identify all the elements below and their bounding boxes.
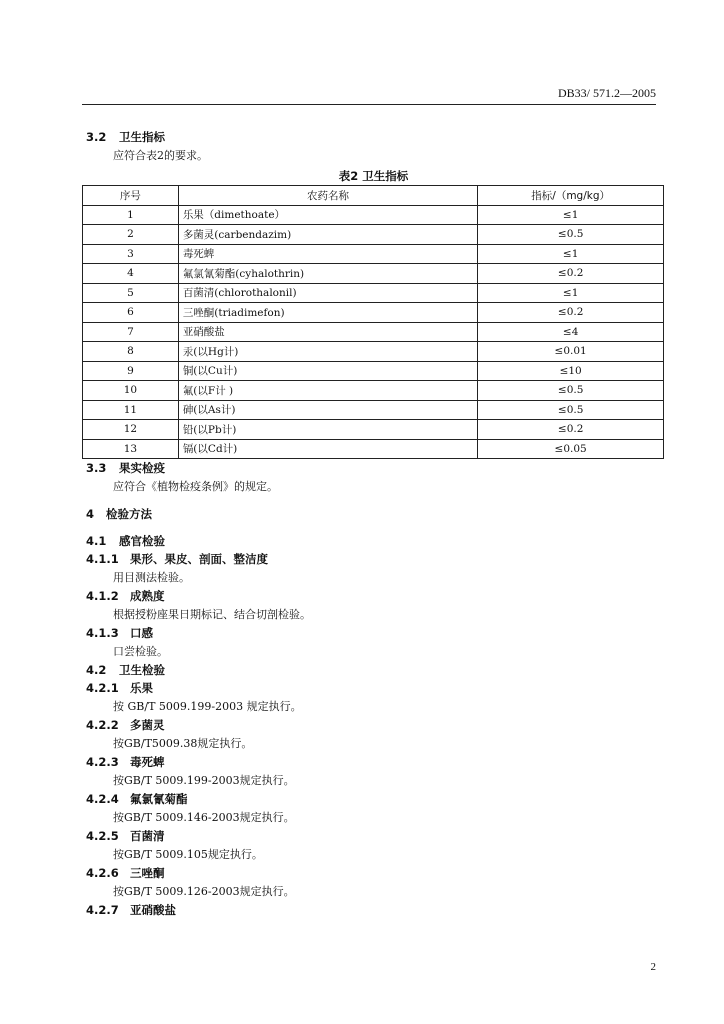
section-number: 3.2 — [86, 130, 107, 144]
section-4-2-4-text: 按GB/T 5009.146-2003规定执行。 — [113, 811, 295, 824]
section-title: 亚硝酸盐 — [130, 903, 176, 917]
row-name: 铜(以Cu计) — [178, 361, 477, 381]
section-number: 3.3 — [86, 461, 107, 475]
section-number: 4.1.3 — [86, 626, 119, 640]
table-row — [83, 225, 664, 245]
row-no: 8 — [83, 342, 179, 362]
table-row — [83, 244, 664, 264]
section-title: 果形、果皮、剖面、整洁度 — [130, 552, 268, 566]
row-name: 铅(以Pb计) — [178, 420, 477, 440]
row-name: 氟(以F计 ) — [178, 381, 477, 401]
section-4-1-3-heading — [86, 624, 661, 642]
table-row — [83, 400, 664, 420]
section-title: 乐果 — [130, 681, 153, 695]
section-4-2-4-heading — [86, 790, 661, 808]
section-title: 百菌清 — [130, 829, 165, 843]
section-number: 4.1.1 — [86, 552, 119, 566]
row-name: 百菌清(chlorothalonil) — [178, 283, 477, 303]
section-title: 三唑酮 — [130, 866, 165, 880]
row-limit: ≤0.2 — [478, 420, 664, 440]
table-row — [83, 420, 664, 440]
row-no: 9 — [83, 361, 179, 381]
section-4-1-3-text: 口尝检验。 — [113, 645, 168, 658]
table-row — [83, 381, 664, 401]
row-limit: ≤4 — [478, 322, 664, 342]
row-name: 镉(以Cd计) — [178, 439, 477, 459]
section-number: 4.1.2 — [86, 589, 119, 603]
row-no: 3 — [83, 244, 179, 264]
section-number: 4.2 — [86, 663, 107, 677]
section-4-2-5-text: 按GB/T 5009.105规定执行。 — [113, 848, 263, 861]
row-no: 10 — [83, 381, 179, 401]
row-limit: ≤10 — [478, 361, 664, 381]
row-name: 亚硝酸盐 — [178, 322, 477, 342]
section-number: 4.2.1 — [86, 681, 119, 695]
section-4-2-5-heading — [86, 827, 661, 845]
section-4-1-1-text: 用目测法检验。 — [113, 571, 190, 584]
section-4-2-2-text: 按GB/T5009.38规定执行。 — [113, 737, 253, 750]
table-row — [83, 264, 664, 284]
section-title: 成熟度 — [130, 589, 165, 603]
row-limit: ≤0.2 — [478, 303, 664, 323]
row-no: 2 — [83, 225, 179, 245]
row-no: 13 — [83, 439, 179, 459]
row-no: 6 — [83, 303, 179, 323]
section-title: 口感 — [130, 626, 153, 640]
section-4-2-3-heading — [86, 753, 661, 771]
section-4-2-1-text: 按 GB/T 5009.199-2003 规定执行。 — [113, 700, 302, 713]
row-name: 三唑酮(triadimefon) — [178, 303, 477, 323]
section-title: 果实检疫 — [119, 461, 165, 475]
row-no: 5 — [83, 283, 179, 303]
table-row — [83, 205, 664, 225]
table-row — [83, 439, 664, 459]
table-header-row — [83, 186, 664, 206]
section-3-3-text: 应符合《植物检疫条例》的规定。 — [113, 480, 278, 493]
row-limit: ≤1 — [478, 205, 664, 225]
header-rule — [82, 104, 656, 105]
section-4-2-7-heading — [86, 901, 661, 919]
row-limit: ≤0.01 — [478, 342, 664, 362]
section-4-2-1-heading — [86, 679, 661, 697]
column-header-limit: 指标/（mg/kg） — [478, 186, 664, 206]
document-code: DB33/ 571.2—2005 — [557, 86, 656, 100]
table-caption: 表2 卫生指标 — [338, 169, 409, 183]
section-4-1-1-heading — [86, 550, 661, 568]
section-3-3-heading — [86, 459, 661, 477]
row-no: 7 — [83, 322, 179, 342]
table-row — [83, 342, 664, 362]
row-name: 砷(以As计) — [178, 400, 477, 420]
section-title: 检验方法 — [106, 507, 152, 521]
hygiene-index-table — [82, 185, 664, 459]
page-number: 2 — [650, 961, 656, 973]
row-limit: ≤0.5 — [478, 400, 664, 420]
section-4-2-2-heading — [86, 716, 661, 734]
section-4-2-6-text: 按GB/T 5009.126-2003规定执行。 — [113, 885, 295, 898]
row-name: 毒死蜱 — [178, 244, 477, 264]
table-row — [83, 303, 664, 323]
section-title: 卫生检验 — [119, 663, 165, 677]
row-no: 12 — [83, 420, 179, 440]
section-number: 4.2.7 — [86, 903, 119, 917]
row-limit: ≤0.2 — [478, 264, 664, 284]
section-4-2-6-heading — [86, 864, 661, 882]
section-4-1-heading — [86, 532, 661, 550]
row-no: 1 — [83, 205, 179, 225]
column-header-no: 序号 — [83, 186, 179, 206]
section-title: 感官检验 — [119, 534, 165, 548]
table-row — [83, 322, 664, 342]
section-number: 4.1 — [86, 534, 107, 548]
section-4-1-2-heading — [86, 587, 661, 605]
section-3-2-text: 应符合表2的要求。 — [113, 149, 208, 162]
section-number: 4.2.6 — [86, 866, 119, 880]
section-number: 4.2.2 — [86, 718, 119, 732]
row-limit: ≤1 — [478, 283, 664, 303]
row-no: 11 — [83, 400, 179, 420]
row-name: 乐果（dimethoate） — [178, 205, 477, 225]
row-name: 氟氯氰菊酯(cyhalothrin) — [178, 264, 477, 284]
section-4-2-3-text: 按GB/T 5009.199-2003规定执行。 — [113, 774, 295, 787]
section-4-heading — [86, 505, 661, 523]
section-title: 卫生指标 — [119, 130, 165, 144]
section-number: 4 — [86, 507, 95, 521]
section-title: 毒死蜱 — [130, 755, 165, 769]
table-row — [83, 361, 664, 381]
section-number: 4.2.3 — [86, 755, 119, 769]
row-name: 多菌灵(carbendazim) — [178, 225, 477, 245]
row-no: 4 — [83, 264, 179, 284]
row-limit: ≤0.5 — [478, 381, 664, 401]
row-limit: ≤0.05 — [478, 439, 664, 459]
section-3-2-heading — [86, 128, 661, 146]
section-4-2-heading — [86, 661, 661, 679]
section-4-1-2-text: 根据授粉座果日期标记、结合切剖检验。 — [113, 608, 311, 621]
section-title: 氟氯氰菊酯 — [130, 792, 188, 806]
row-name: 汞(以Hg计) — [178, 342, 477, 362]
section-number: 4.2.5 — [86, 829, 119, 843]
section-title: 多菌灵 — [130, 718, 165, 732]
row-limit: ≤1 — [478, 244, 664, 264]
page-content — [86, 128, 661, 919]
row-limit: ≤0.5 — [478, 225, 664, 245]
section-number: 4.2.4 — [86, 792, 119, 806]
column-header-name: 农药名称 — [178, 186, 477, 206]
table-row — [83, 283, 664, 303]
